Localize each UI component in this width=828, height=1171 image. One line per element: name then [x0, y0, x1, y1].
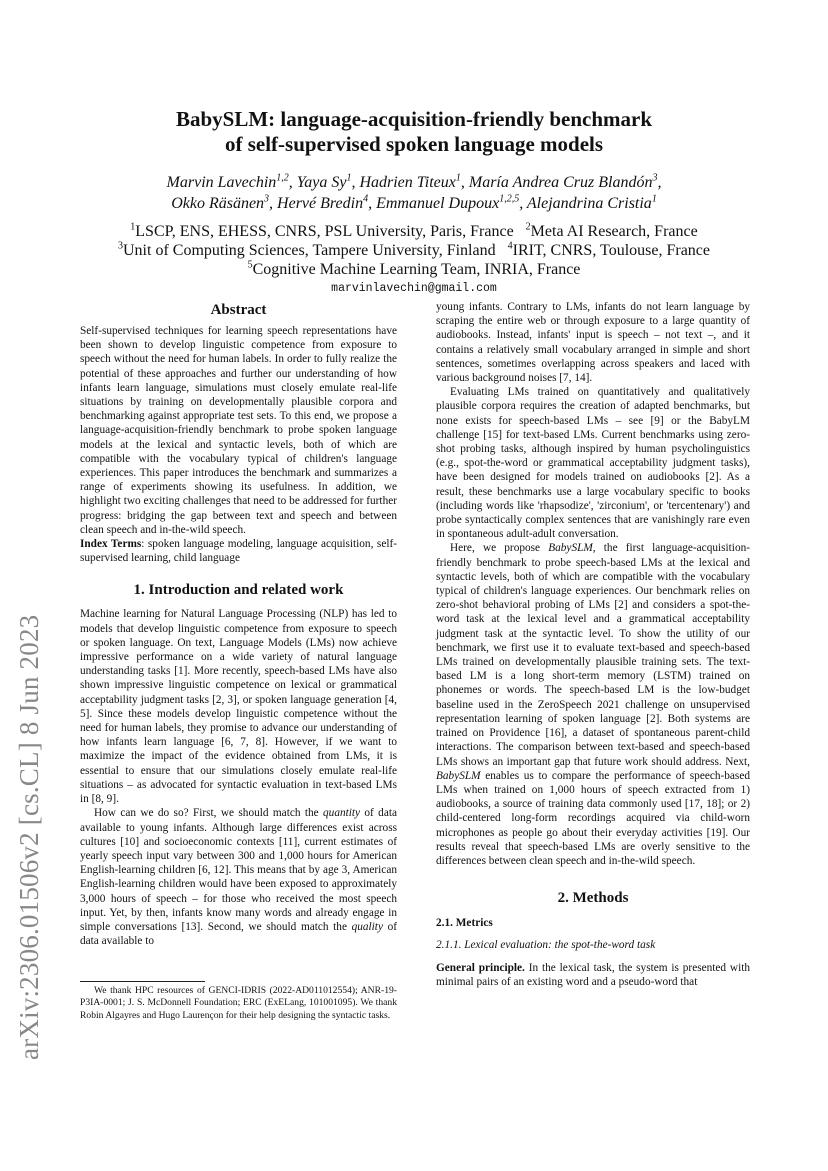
right-paragraph-2: Evaluating LMs trained on quantitatively and qualitatively plausible corpora requires the creation of adapted benchmarks, but none exists for speech-based LMs – see [9] or the BabyLM challenge [15] for text-based LMs. Current benchmarks using zero-shot probing tasks, although inspired by human psycholinguistics (e.g., spot-the-word or grammatical acceptability judgment tasks), have been designed for models trained on audiobooks [2]. As a result, these benchmarks use a large vocabulary specific to books (including words like 'rhapsodize', 'zirconium', or 'tercentenary') and probe syntactically complex sentences that are vanishingly rare even in spontaneous adult-adult conversation. — [436, 386, 750, 541]
author-name: Alejandrina Cristia — [526, 195, 652, 212]
general-principle-paragraph — [436, 961, 750, 989]
author-name: Okko Räsänen — [171, 195, 265, 212]
author-affil-marker: 4 — [363, 193, 369, 205]
text-run: In the lexical task, the system is presented with minimal pairs of an existing word and a pseudo-word that — [436, 961, 751, 988]
author-affil-marker: 3 — [264, 193, 270, 205]
subsubsection-2-1-1-heading: 2.1.1. Lexical evaluation: the spot-the-word task — [436, 939, 656, 952]
author-list — [80, 172, 748, 214]
author-name: Emmanuel Dupoux — [376, 195, 500, 212]
text-run: of data available to young infants. Although large differences exist across cultures [10] and socioeconomic contexts [11], current estimates of yearly speech input vary between 300 and 1,000 hours for American English-learning children [6, 12]. This means that by age 3, American English-learning children would have been exposed to approximately 3,000 hours of speech – for those who received the most speech input. Yet, by then, infants know many words and already engage in simple conversations [13]. Second, we should match the — [80, 807, 397, 933]
author-name: Yaya Sy — [296, 174, 347, 191]
text-run: Here, we propose — [450, 542, 549, 555]
affiliation: Meta AI Research, France — [530, 223, 698, 240]
emphasis-babyslm: BabySLM — [548, 542, 593, 555]
affil-marker: 5 — [247, 259, 253, 271]
affil-marker: 3 — [118, 240, 123, 252]
abstract-body: Self-supervised techniques for learning speech representations have been shown to develop linguistic competence from exposure to speech without the need for human labels. In order to fully realize the potential of these approaches and further our understanding of how infants learn language, simulations must closely emulate real-life situations by training on developmentally plausible corpora and benchmarking against appropriate test sets. To this end, we propose a language-acquisition-friendly benchmark to probe spoken language models at the lexical and syntactic levels, both of which are compatible with the vocabulary typical of children's language experiences. This paper introduces the benchmark and summarizes a range of experiments showing its usefulness. In addition, we highlight two exciting challenges that need to be addressed for further progress: bridging the gap between text and speech and between clean speech and in-the-wild speech. — [80, 325, 397, 536]
right-column — [436, 300, 750, 989]
affiliations — [80, 222, 748, 279]
title-line-1: BabySLM: language-acquisition-friendly benchmark — [175, 107, 653, 131]
affiliation-line-2 — [80, 241, 748, 260]
affiliation: Unit of Computing Sciences, Tampere University, Finland — [123, 242, 496, 259]
paper-title — [80, 107, 748, 157]
text-run: of data available to — [80, 920, 397, 948]
right-paragraph-1: young infants. Contrary to LMs, infants do not learn language by scraping the entire web or through exposure to a large quantity of audiobooks. Instead, infants' input is speech – not text –, and it contains a relatively small vocabulary arranged in simple and short sentences, sometimes overlapping across speakers and laced with various background noises [7, 14]. — [436, 301, 750, 385]
subsection-2-1-heading: 2.1. Metrics — [436, 917, 493, 930]
author-line-1: Marvin Lavechin$^{1,2}$, Yaya Sy$^1$, Hadrien Titeux$^1$, María Andrea Cruz Blandón$^3$, — [166, 172, 662, 191]
author-name: María Andrea Cruz Blandón — [468, 174, 653, 191]
arxiv-identifier-stamp: arXiv:2306.01506v2 [cs.CL] 8 Jun 2023 — [14, 614, 44, 1060]
author-affil-marker: 3 — [652, 172, 658, 184]
author-line-2: Okko Räsänen$^3$, Hervé Bredin$^4$, Emmanuel Dupoux$^{1,2,5}$, Alejandrina Cristia$^1$ — [171, 193, 657, 212]
acknowledgement-footnote: We thank HPC resources of GENCI-IDRIS (2022-AD011012554); ANR-19-P3IA-0001; J. S. McDonnell Foundation; ERC (ExELang, 101001095). We thank Robin Algayres and Hugo Laurençon for their help designing the syntactic tasks. — [80, 985, 397, 1021]
affiliation: Cognitive Machine Learning Team, INRIA, France — [252, 261, 581, 278]
author-name: Hadrien Titeux — [359, 174, 456, 191]
section-1-paragraph-2 — [80, 806, 397, 948]
author-affil-marker: 1 — [346, 172, 352, 184]
emphasis-babyslm: BabySLM — [436, 769, 481, 782]
section-2-heading: 2. Methods — [557, 890, 629, 907]
footnote-rule — [80, 981, 205, 982]
emphasis-quality: quality — [351, 920, 383, 933]
index-terms — [80, 537, 397, 565]
title-line-2: of self-supervised spoken language models — [224, 132, 604, 156]
affil-marker: 2 — [525, 221, 531, 233]
author-name: Hervé Bredin — [277, 195, 364, 212]
text-run: How can we do so? First, we should match the — [94, 807, 324, 820]
author-name: Marvin Lavechin — [166, 174, 277, 191]
left-column — [80, 300, 397, 948]
contact-email[interactable]: marvinlavechin@gmail.com — [331, 282, 497, 295]
right-paragraph-3 — [436, 541, 750, 868]
index-terms-text: : spoken language modeling, language acquisition, self-supervised learning, child language — [80, 538, 397, 565]
emphasis-quantity: quantity — [323, 807, 361, 820]
author-affil-marker: 1,2,5 — [499, 193, 520, 205]
abstract-heading: Abstract — [210, 302, 267, 318]
affil-marker: 4 — [507, 240, 513, 252]
affiliation-line-1 — [80, 222, 748, 241]
affiliation: IRIT, CNRS, Toulouse, France — [512, 242, 710, 259]
affil-marker: 1 — [130, 221, 136, 233]
author-affil-marker: 1 — [455, 172, 461, 184]
author-affil-marker: 1,2 — [276, 172, 289, 184]
affiliation: LSCP, ENS, EHESS, CNRS, PSL University, Paris, France — [135, 223, 514, 240]
section-1-paragraph-1: Machine learning for Natural Language Processing (NLP) has led to models that develop linguistic competence from exposure to speech or spoken language. On text, Language Models (LMs) now achieve impressive performance on a wide variety of natural language understanding tasks [1]. More recently, speech-based LMs have also shown impressive linguistic competence on lexical or grammatical acceptability judgment tasks [2, 3], or spoken language generation [4, 5]. Since these models develop linguistic competence without the need for human labels, they promise to advance our understanding of how infants learn language [6, 7, 8]. However, if we want to maximize the impact of the evidence obtained from LMs, it is essential to ensure that our simulations closely emulate real-life situations – as advocated for syntactic evaluation in text-based LMs in [8, 9]. — [80, 608, 397, 806]
general-principle-label: General principle. — [436, 961, 525, 974]
index-terms-label: Index Terms — [80, 538, 142, 551]
text-run: enables us to compare the performance of speech-based LMs when trained on 1,000 hours of speech extracted from 1) audiobooks, a source of training data commonly used [17, 18]; or 2) child-centered long-form recordings acquired via child-worn microphones as people go about their everyday activities [19]. Our results reveal that speech-based LMs are overly sensitive to the differences between clean speech and in-the-wild speech. — [436, 769, 750, 867]
section-1-heading: 1. Introduction and related work — [133, 582, 344, 599]
author-affil-marker: 1 — [651, 193, 657, 205]
text-run: , the first language-acquisition-friendly benchmark to probe speech-based LMs at the lexical and syntactic levels, both of which are compatible with the vocabulary typical of children's language experiences. Our benchmark relies on zero-shot behavioral probing of LMs [2] and considers a spot-the-word task at the lexical level and a grammatical acceptability judgment task at the syntactic level. To show the utility of our benchmark, we first use it to evaluate text-based and speech-based LMs trained on developmentally plausible training sets. The text-based LM is a long short-term memory (LSTM) trained on phonemes or words. The speech-based LM is the low-budget baseline used in the ZeroSpeech 2021 challenge on unsupervised representation learning of spoken language [2]. Both systems are trained on Providence [16], a dataset of spontaneous parent-child interactions. The comparison between text-based and speech-based LMs shows an important gap that future work should address. Next, — [436, 542, 751, 768]
affiliation-line-3 — [80, 260, 748, 279]
